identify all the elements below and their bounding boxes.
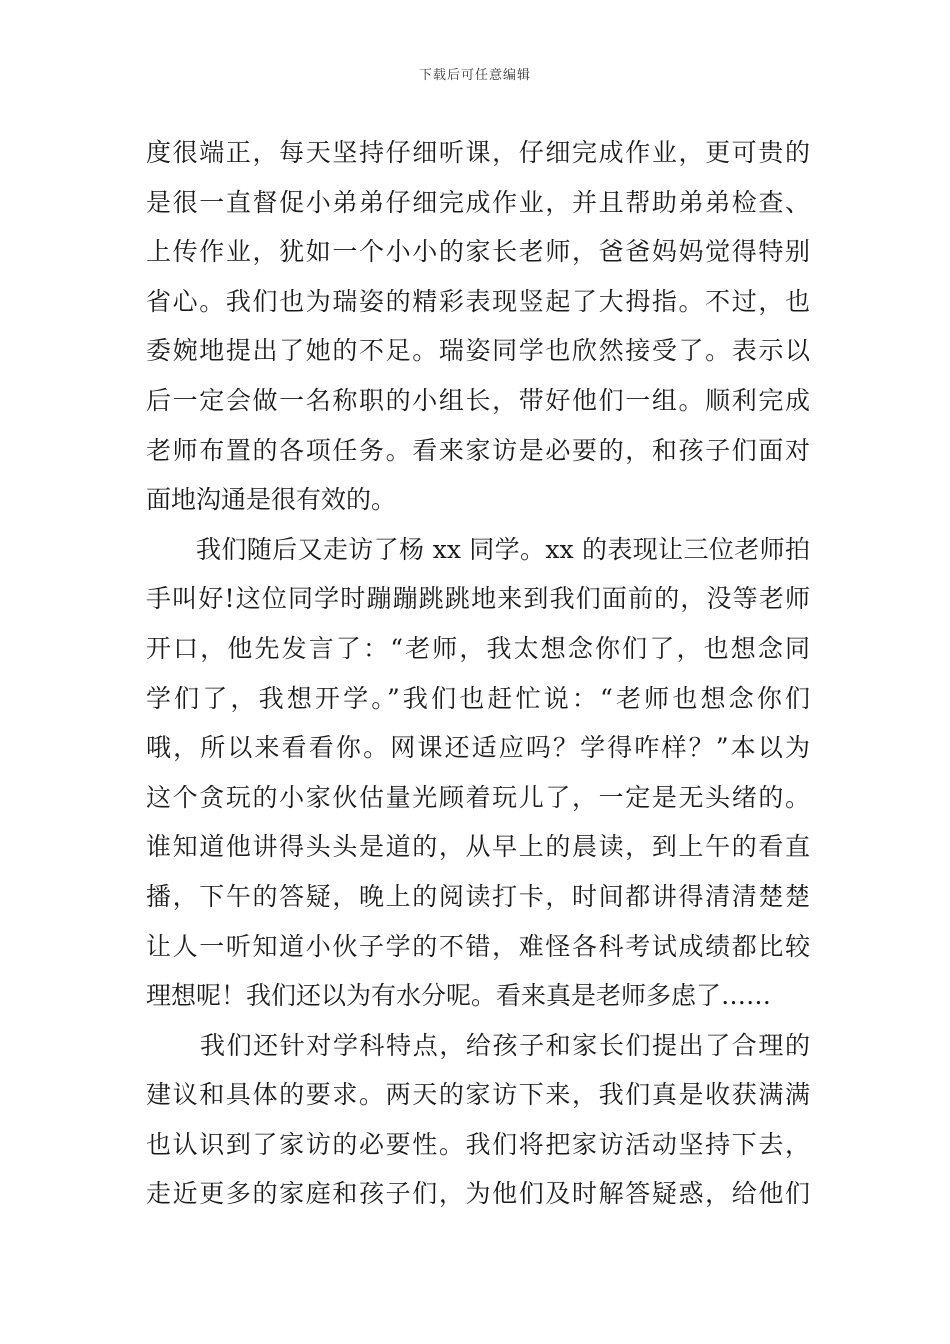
text-line: 走近更多的家庭和孩子们，为他们及时解答疑惑，给他们	[146, 1179, 810, 1209]
text-line: 老师布置的各项任务。看来家访是必要的，和孩子们面对	[146, 435, 810, 465]
paragraph-start-line: 我们随后又走访了杨 xx 同学。xx 的表现让三位老师拍	[196, 534, 810, 564]
paragraph-start-line: 我们还针对学科特点，给孩子和家长们提出了合理的	[200, 1030, 810, 1060]
text-line: 省心。我们也为瑞姿的精彩表现竖起了大拇指。不过，也	[146, 286, 810, 316]
body-text	[146, 128, 810, 1219]
page-header: 下载后可任意编辑	[418, 68, 531, 83]
text-line: 学们了，我想开学。”我们也赶忙说：“老师也想念你们	[146, 683, 810, 713]
text-line: 播，下午的答疑，晚上的阅读打卡，时间都讲得清清楚楚	[146, 881, 810, 911]
text-line: 度很端正，每天坚持仔细听课，仔细完成作业，更可贵的	[146, 138, 810, 167]
text-line: 委婉地提出了她的不足。瑞姿同学也欣然接受了。表示以	[146, 336, 810, 366]
text-line: 这个贪玩的小家伙估量光顾着玩儿了，一定是无头绪的。	[146, 782, 810, 812]
text-line: 后一定会做一名称职的小组长，带好他们一组。顺利完成	[146, 385, 810, 415]
text-line: 谁知道他讲得头头是道的，从早上的晨读，到上午的看直	[146, 832, 810, 862]
text-line: 上传作业，犹如一个小小的家长老师，爸爸妈妈觉得特别	[146, 237, 810, 267]
text-line: 开口，他先发言了：“老师，我太想念你们了，也想念同	[146, 633, 810, 663]
text-line: 面地沟通是很有效的。	[146, 485, 397, 515]
text-line: 让人一听知道小伙子学的不错，难怪各科考试成绩都比较	[146, 931, 810, 961]
text-line: 哦，所以来看看你。网课还适应吗？学得咋样？”本以为	[146, 733, 810, 763]
text-line: 也认识到了家访的必要性。我们将把家访活动坚持下去，	[146, 1129, 810, 1159]
text-line: 建议和具体的要求。两天的家访下来，我们真是收获满满	[146, 1080, 810, 1110]
text-line: 手叫好!这位同学时蹦蹦跳跳地来到我们面前的，没等老师	[146, 584, 810, 614]
text-line: 理想呢！我们还以为有水分呢。看来真是老师多虑了……	[146, 981, 772, 1011]
text-line: 是很一直督促小弟弟仔细完成作业，并且帮助弟弟检查、	[146, 187, 810, 217]
